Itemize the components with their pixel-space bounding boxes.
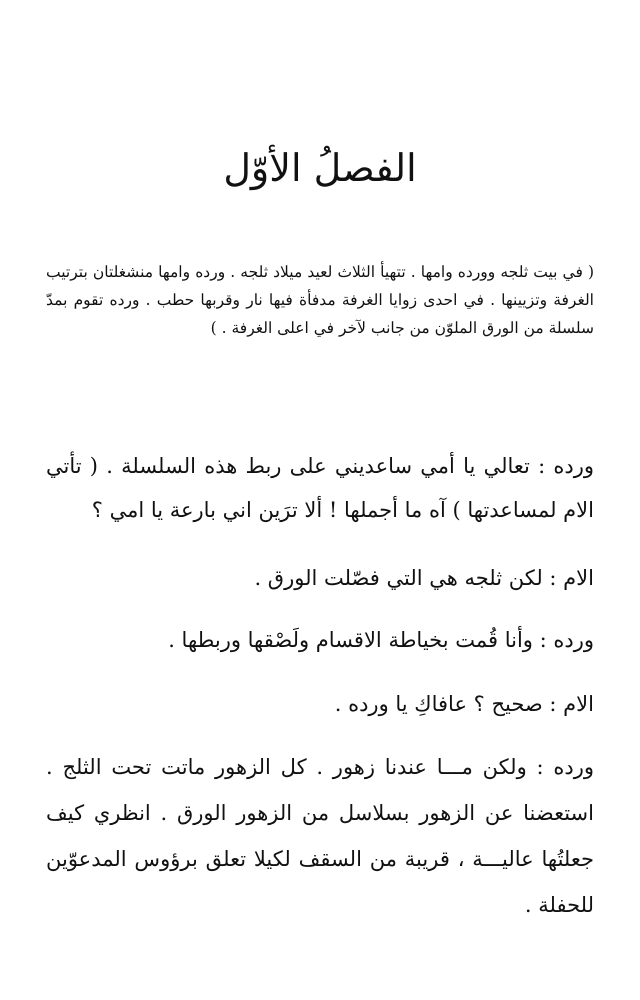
dialogue-line: ورده : ولكن مـــا عندنا زهور . كل الزهور ماتت تحت الثلج . استعضنا عن الزهور بسلاسل من الزهور الورق . انظري كيف جعلتُها عاليـــة ، قريبة من السقف لكيلا تعلق برؤوس المدعوّين للحفلة . (46, 755, 594, 917)
dialogue-line: الام : لكن ثلجه هي التي فصّلت الورق . (254, 566, 594, 590)
dialogue-line: الام : صحيح ؟ عافاكِ يا ورده . (334, 692, 594, 716)
dialogue-line: ورده : وأنا قُمت بخياطة الاقسام ولَصْقها وربطها . (168, 628, 594, 652)
dialogue-line: ورده : تعالي يا أمي ساعديني على ربط هذه السلسلة . ( تأتي الام لمساعدتها ) آه ما أجملها ! ألا ترَين اني بارعة يا امي ؟ (46, 454, 594, 522)
chapter-title: الفصلُ الأوّل (223, 146, 417, 190)
stage-direction: ( في بيت ثلجه وورده وامها . تتهيأ الثلاث لعيد ميلاد ثلجه . ورده وامها منشغلتان بترتيب الغرفة وتزيينها . في احدى زوايا الغرفة مدفأة فيها نار وقربها حطب . ورده تقوم بمدّ سلسلة من الورق الملوّن من جانب لآخر في اعلى الغرفة . ) (46, 263, 594, 337)
